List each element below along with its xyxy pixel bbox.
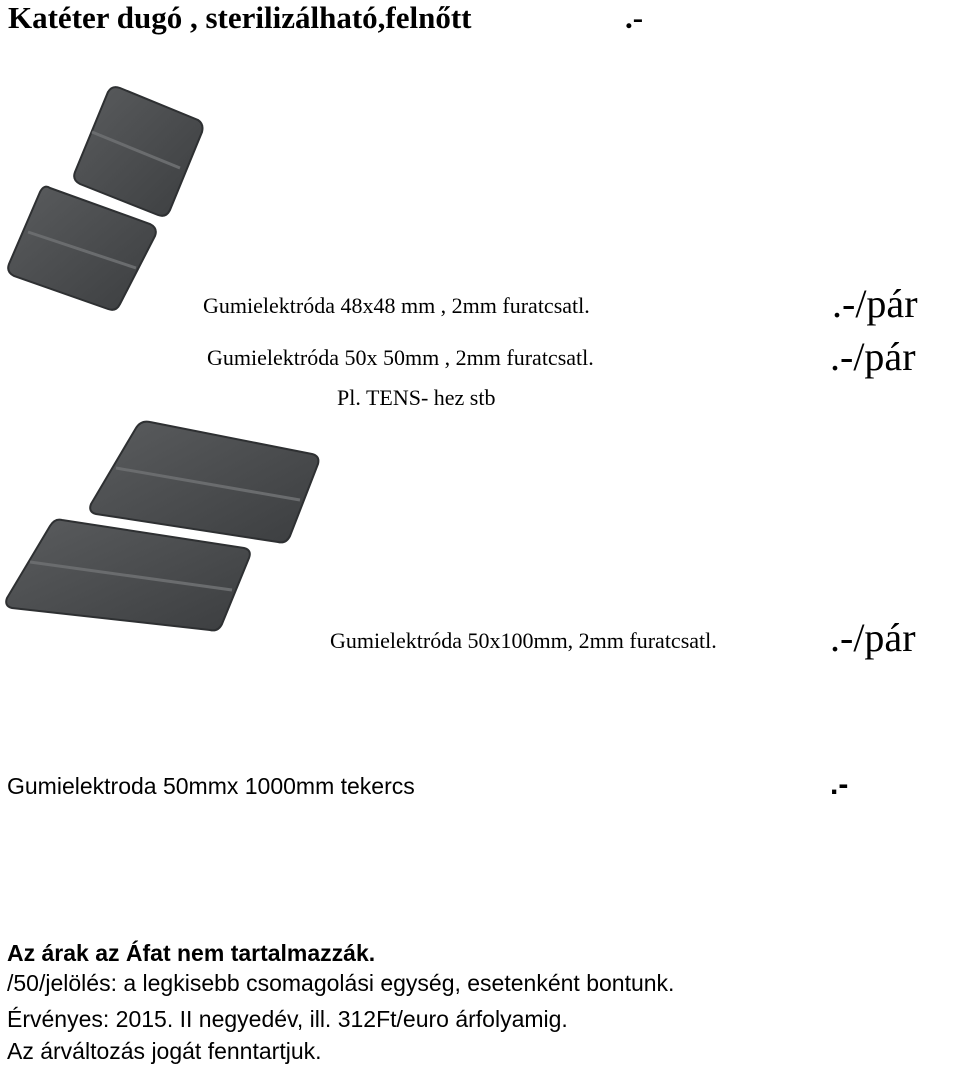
product-price: .-/pár [832, 281, 918, 326]
product-label: Gumielektróda 50x 50mm , 2mm furatcsatl. [207, 345, 594, 370]
product-note: Pl. TENS- hez stb [337, 385, 496, 410]
validity-note: Érvényes: 2015. II negyedév, ill. 312Ft/euro árfolyamig. [7, 1006, 568, 1032]
product-price: .-/pár [830, 334, 916, 379]
square-electrode-pair-image [8, 87, 202, 310]
rectangular-electrode-pair-image [6, 422, 318, 631]
product-label: Gumielektroda 50mmx 1000mm tekercs [7, 773, 415, 799]
packaging-note: /50/jelölés: a legkisebb csomagolási egység, esetenként bontunk. [7, 970, 675, 996]
product-price: .- [830, 768, 849, 801]
page-title: Katéter dugó , sterilizálható,felnőtt [8, 0, 472, 35]
title-price: .- [625, 0, 644, 35]
product-label: Gumielektróda 48x48 mm , 2mm furatcsatl. [203, 293, 590, 318]
product-price: .-/pár [830, 615, 916, 660]
vat-note: Az árak az Áfat nem tartalmazzák. [7, 940, 376, 966]
product-label: Gumielektróda 50x100mm, 2mm furatcsatl. [330, 628, 717, 653]
rights-note: Az árváltozás jogát fenntartjuk. [7, 1038, 322, 1064]
